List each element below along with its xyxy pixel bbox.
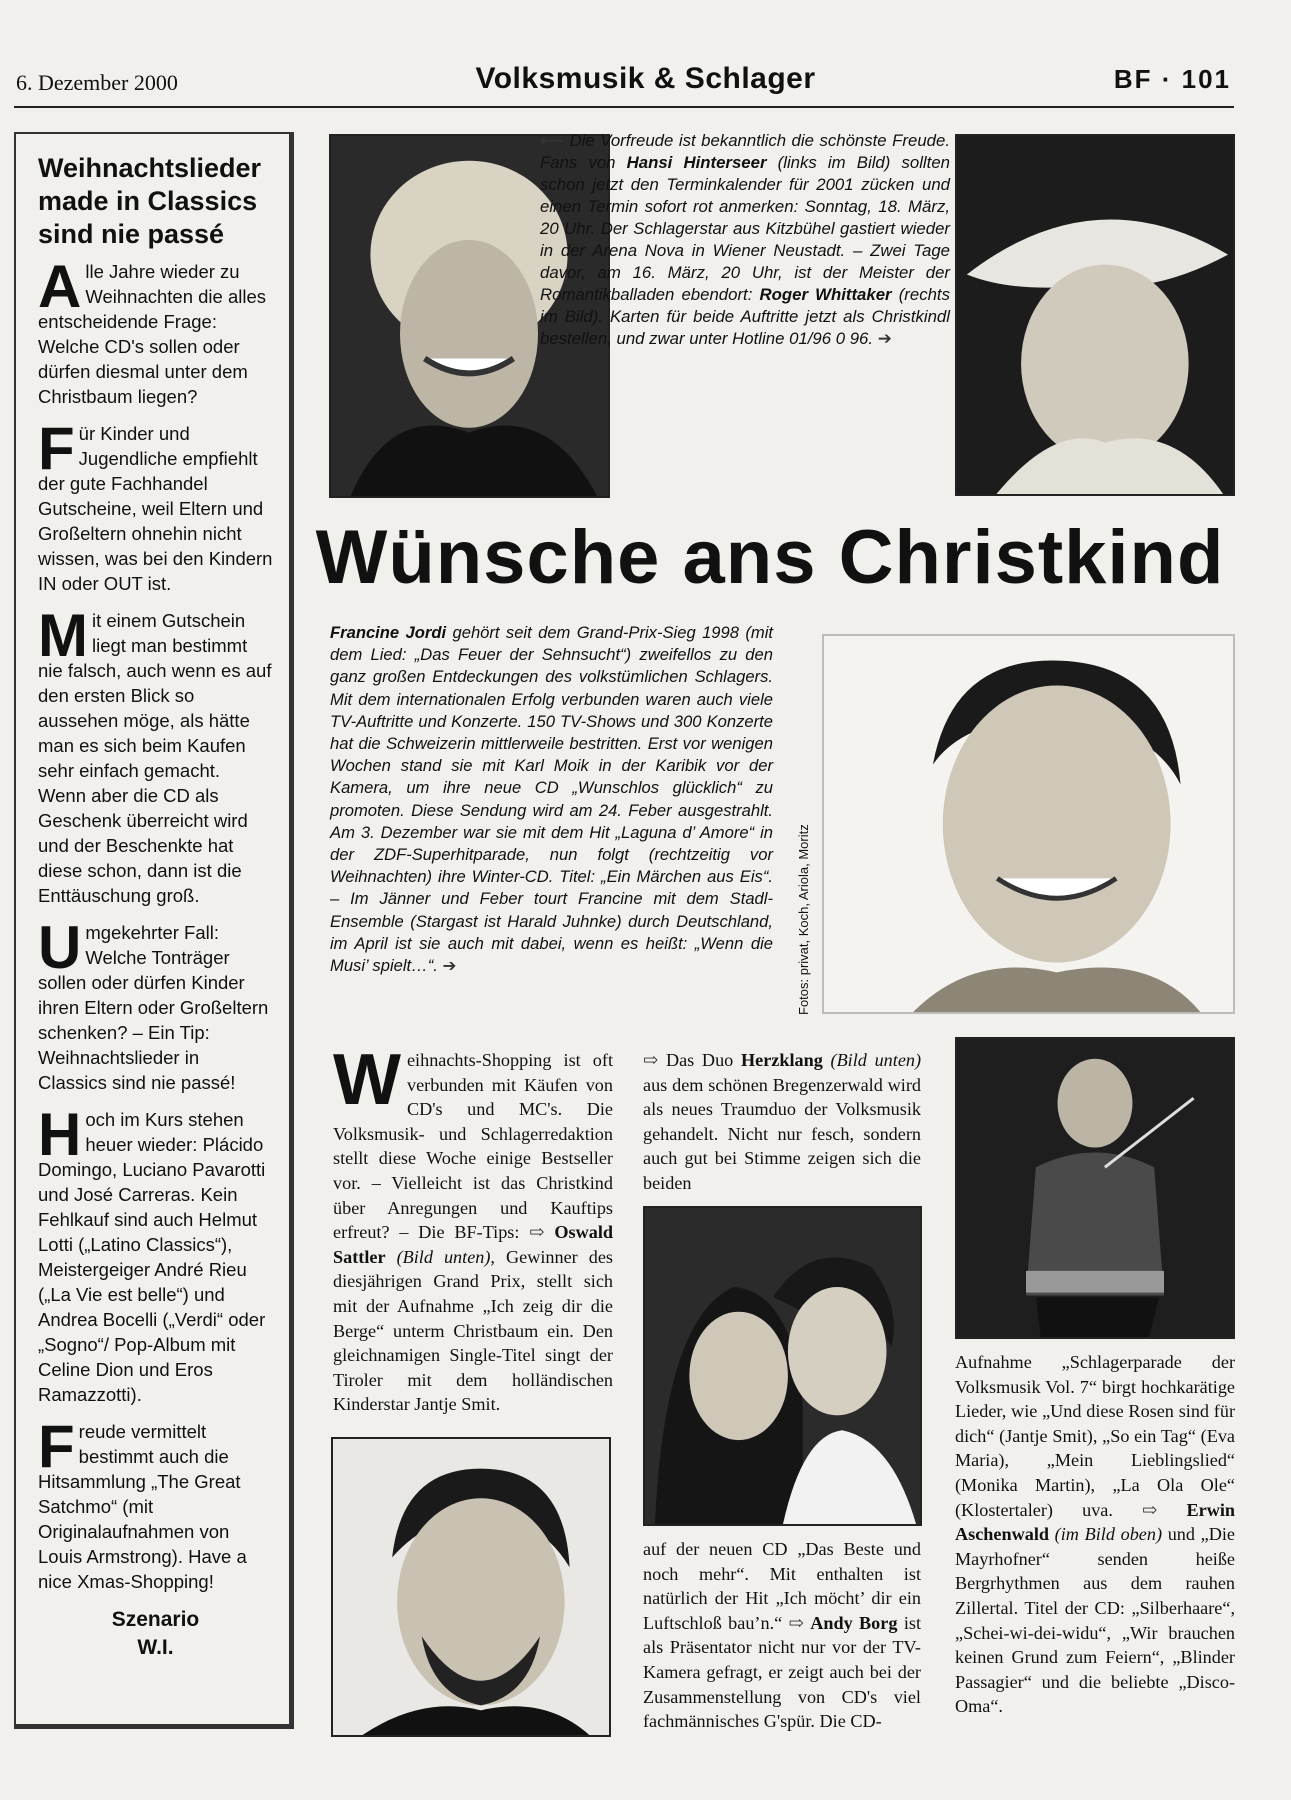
signature-line: W.I. [137,1636,174,1659]
article-text: Das Duo [665,1050,734,1070]
article-text: (im Bild oben) [1054,1524,1163,1545]
photo-herzklang [643,1206,922,1526]
sidebar-paragraph [38,1101,273,1407]
photo-credit-text: Fotos: privat, Koch, Ariola, Moritz [796,824,811,1015]
photo-credit [796,805,822,1015]
sidebar-text: reude vermittelt bestimmt auch die Hitsammlung „The Great Satchmo“ (mit Originalaufnahmen von Louis Armstrong). Have a nice Xmas-Shopping! [38,1421,247,1592]
drop-cap: H [38,1101,82,1168]
issue-date: 6. Dezember 2000 [16,70,178,95]
photo-roger-whittaker [955,134,1235,496]
drop-cap: F [38,1413,75,1480]
header-rule [14,106,1234,108]
photo-erwin-aschenwald [955,1037,1235,1339]
article-text: Aufnahme „Schlagerparade der Volksmusik Vol. 7“ birgt hochkarätige Lieder, wie „Und diese Rosen sind für dich“ (Jantje Smit), „So ein Tag“ (Eva Maria), „Mein Lieblingslied“ (Monika Martin), „La Ola Ole“ (Klostertaler) uva. [955,1352,1235,1520]
article-text: (Bild unten), [396,1246,495,1267]
sidebar-box [14,132,294,1729]
artist-name: Oswald Sattler [333,1222,614,1267]
page-number: BF · 101 [1113,64,1231,94]
caption-text: (rechts im Bild). Karten für beide Auftritte jetzt als Christkindl bestellen, und zwar unter Hotline 01/96 0 96. [540,285,950,348]
arrow-left-icon: ⟵ [540,131,565,150]
artist-name: Andy Borg [810,1612,898,1633]
article-text: eihnachts-Shopping ist oft verbunden mit Käufen von CD's und MC's. Die Volksmusik- und Schlagerredaktion stellt diese Woche einige Bestseller vor. – Vielleicht ist das Christkind über Anregungen und Kauftips erfreut? – Die BF-Tips: [333,1050,613,1243]
drop-cap: M [38,602,88,669]
francine-name: Francine Jordi [330,623,447,642]
headline: Wünsche ans Christkind [315,515,1225,600]
article-column-a [333,1040,614,1417]
sidebar-text: mgekehrter Fall: Welche Tonträger sollen oder dürfen Kinder ihren Eltern oder Großeltern schenken? – Ein Tip: Weihnachtslieder in Classics sind nie passé! [38,922,269,1093]
drop-cap: W [333,1040,401,1120]
drop-cap: A [38,253,82,320]
signature-line: Szenario [111,1608,200,1631]
article-column-b-continued [643,1537,921,1734]
arrow-right-icon: ⇨ [529,1222,545,1243]
francine-article [330,622,773,977]
artist-name: Erwin Aschenwald [955,1499,1235,1545]
article-text: (Bild unten) [830,1050,922,1070]
article-text: auf der neuen CD „Das Beste und noch mehr“. Mit enthalten ist natürlich der Hit „Ich möcht’ dir ein Luftschloß bau’n.“ [643,1539,921,1633]
sidebar-text: it einem Gutschein liegt man bestimmt nie falsch, auch wenn es auf den ersten Blick so aussehen möge, als hätte man es sich beim Kaufen sehr einfach gemacht. Wenn aber die CD als Geschenk überreicht wird und der Beschenkte hat diese schon, dann ist die Enttäuschung groß. [38,610,272,906]
article-text: Gewinner des diesjährigen Grand Prix, stellt sich mit der Aufnahme „Ich zeig dir die Berge“ unterm Christbaum ein. Den gleichnamigen Single-Titel singt der Tiroler mit dem holländischen Kinderstar Jantje Smit. [333,1246,613,1415]
sidebar-text: ür Kinder und Jugendliche empfiehlt der gute Fachhandel Gutscheine, weil Eltern und Großeltern ohnehin nicht wissen, was bei den Kindern IN oder OUT ist. [38,423,273,594]
caption-concerts [540,130,950,350]
arrow-right-icon: ⇨ [1142,1499,1158,1520]
photo-francine-jordi [822,634,1235,1014]
caption-name: Roger Whittaker [759,285,892,304]
article-text: ist als Präsentator nicht nur vor der TV-Kamera gefragt, er zeigt auch bei der Zusammenstellung von CD's viel fachmännisches G'spür. Die CD- [643,1612,921,1732]
arrow-right-icon: ⇨ [788,1612,804,1633]
photo-oswald-sattler [331,1437,611,1737]
sidebar-paragraph [38,602,273,908]
article-text: und „Die Mayrhofner“ senden heiße Bergrhythmen aus dem rauhen Zillertal. Titel der CD: „Silberhaare“, „Schei-wi-dei-widu“, „Wir brauchen keinen Grund zum Feiern“, „Blinder Passagier“ und die beliebte „Disco-Oma“. [955,1524,1236,1717]
drop-cap: U [38,914,82,981]
francine-text: gehört seit dem Grand-Prix-Sieg 1998 (mit dem Lied: „Das Feuer der Sehnsucht“) zweifellos zu den ganz großen Entdeckungen des volkstümlichen Schlagers. Mit dem internationalen Erfolg verbunden waren auch viele TV-Auftritte und Konzerte. 150 TV-Shows und 300 Konzerte hat die Schweizerin mittlerweile bestritten. Erst vor wenigen Wochen stand sie mit Karl Moik in der Karibik vor der Kamera, um ihre neue CD „Wunschlos glücklich“ zu promoten. Diese Sendung wird am 24. Feber ausgestrahlt. Am 3. Dezember war sie mit dem Hit „Laguna d’ Amore“ in der ZDF-Superhitparade, nun folgt (rechtzeitig vor Weihnachten) ihre Winter-CD. Titel: „Ein Märchen aus Eis“. – Im Jänner und Feber tourt Francine mit dem Stadl-Ensemble (Stargast ist Harald Juhnke) durch Deutschland, im April ist sie auch mit dabei, wenn es heißt: „Wenn die Musi’ spielt…“. [330,623,773,976]
article-column-b [643,1048,921,1196]
sidebar-paragraph [38,1413,273,1594]
sidebar-text: lle Jahre wieder zu Weihnachten die alles entscheidende Frage: Welche CD's sollen oder dürfen diesmal unter dem Christbaum liegen? [38,261,267,407]
drop-cap: F [38,415,75,482]
section-title: Volksmusik & Schlager [475,62,816,95]
sidebar-paragraph [38,415,273,596]
sidebar-paragraph [38,253,273,409]
caption-name: Hansi Hinterseer [626,153,767,172]
sidebar-title: Weihnachtslieder made in Classics sind nie passé [38,153,262,249]
sidebar-paragraph [38,914,273,1095]
article-column-c [955,1350,1235,1719]
sidebar-signature [38,1606,273,1662]
arrow-right-icon: ⇨ [643,1050,659,1070]
caption-text: (links im Bild) sollten schon jetzt den Terminkalender für 2001 zücken und einen Termin sofort rot anmerken: Sonntag, 18. März, 20 Uhr. Der Schlagerstar aus Kitzbühel gastiert wieder in der Arena Nova in Wiener Neustadt. – Zwei Tage davor, am 16. März, 20 Uhr, ist der Meister der Romantikballaden ebendort: [540,153,950,304]
article-text: aus dem schönen Bregenzerwald wird als neues Traumduo der Volksmusik gehandelt. Nicht nur fesch, sondern auch gut bei Stimme zeigen sich die beiden [643,1074,921,1193]
caption-text: Die Vorfreude ist bekanntlich die schönste Freude. Fans von [540,131,950,172]
arrow-right-icon: ➔ [442,956,457,976]
arrow-right-icon: ➔ [877,329,892,348]
artist-name: Herzklang [740,1050,823,1070]
sidebar-text: och im Kurs stehen heuer wieder: Plácido Domingo, Luciano Pavarotti und José Carreras. Kein Fehlkauf sind auch Helmut Lotti („Latino Classics“), Meistergeiger André Rieu („La Vie est belle“) und Andrea Bocelli („Verdi“ oder „Sogno“/ Pop-Album mit Celine Dion und Eros Ramazzotti). [38,1109,266,1405]
